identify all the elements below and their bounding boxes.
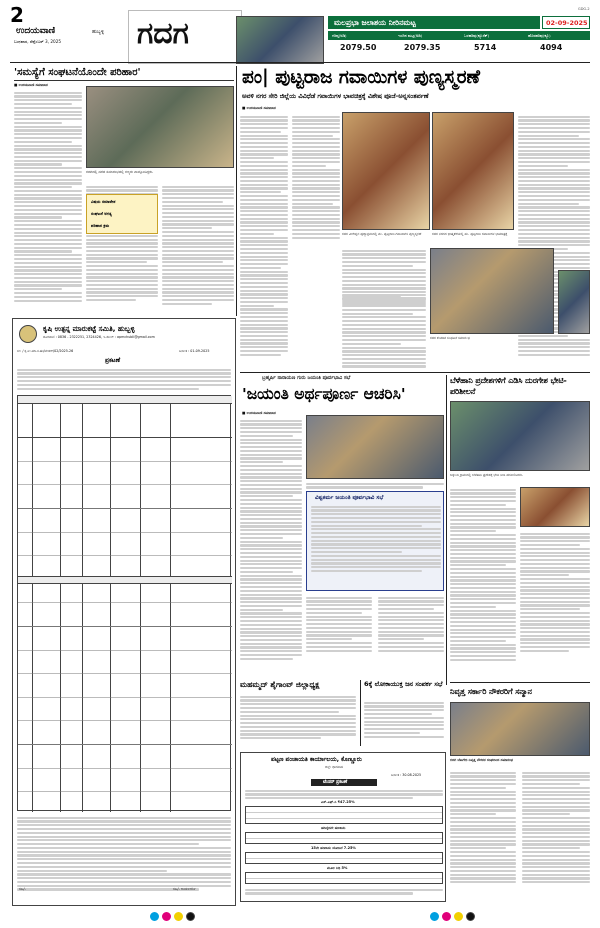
reservoir-label: ಇಂದಿನ ಮಟ್ಟ(ಅಡಿ): [398, 33, 423, 38]
reservoir-value: 5714: [474, 43, 497, 52]
table-head-row: [18, 404, 232, 438]
short-2-headline: 6ಕ್ಕೆ ಲೋಕಾಯುಕ್ತ ಜನ ಸಂಪರ್ಕ ಸಭೆ: [364, 680, 443, 688]
reservoir-box: [236, 7, 590, 64]
short-1-headline: ಮಹಮ್ಮದ್ ಶೈಗಾಂವ್ ಜಿಲ್ಲಾಧ್ಯಕ್ಷ: [240, 680, 320, 689]
left-story-highlight-box: [86, 194, 158, 234]
center-story: [240, 375, 444, 675]
reservoir-labels-row: [328, 31, 590, 40]
apmc-logo: [19, 325, 37, 343]
reservoir-value: 4094: [540, 43, 563, 52]
bottom-notice-heading-bar: [311, 779, 377, 786]
reservoir-date: 02-09-2025: [546, 19, 588, 27]
right-story-2: [450, 686, 590, 914]
highlight-item: ಪರಿಹಾರ ಕ್ರಮ: [91, 223, 110, 228]
center-story-photo: [306, 415, 444, 479]
table-row-lines: [18, 438, 232, 812]
right-story-2-headline: ನಿವೃತ್ತ ಸರ್ಕಾರಿ ನೌಕರರಿಗೆ ಸನ್ಮಾನ: [450, 687, 532, 696]
bottom-notice-subhead: ಹದಿನೈದನೇ ಹಣಕಾಸು: [321, 826, 346, 830]
reservoir-values-row: [328, 41, 590, 55]
main-story-caption-3: ಗದಗ ಕೆಂಪಡಿಕ ಸಂಘಟನೆ ಸಮಾರಂಭ: [430, 336, 471, 340]
right-story: [450, 375, 590, 675]
reservoir-title-bar: [328, 16, 540, 29]
main-story-photo-2: [432, 112, 514, 230]
left-notice-terms: [17, 815, 231, 892]
left-notice-heading: ಪ್ರಕಟಣೆ: [105, 357, 121, 364]
bottom-notice-subtitle: ಜಿಲ್ಲೆ: ಧಾರವಾಡ: [325, 765, 343, 769]
left-notice-table: [17, 395, 231, 811]
main-story: [240, 66, 590, 371]
right-story-inset-photo: [520, 487, 590, 527]
bottom-center-shorts: [240, 680, 444, 750]
bottom-notice-heading: ಟೆಂಡರ್ ಪ್ರಕಟಣೆ: [323, 779, 348, 785]
left-story-byline: ■ ಉದಯವಾಣಿ ಸಮಾಚಾರ: [14, 83, 48, 87]
shorts-divider: [360, 680, 361, 746]
registration-mark: [466, 912, 475, 921]
bottom-notice-subhead: ಎಸ್.ಎಫ್.ಸಿ ₹47.25%: [321, 800, 355, 804]
right-story-col1: [450, 487, 516, 663]
bottom-notice-subhead: 15ನೇ ಹಣಕಾಸು ಯೋಜನೆ 7.25%: [311, 846, 356, 850]
registration-mark: [186, 912, 195, 921]
center-story-box: [306, 491, 444, 591]
reservoir-code: GDG-2: [578, 7, 590, 11]
reservoir-title: ಮಲಪ್ರಭಾ ಜಲಾಶಯ ನೀರಿನಮಟ್ಟ: [334, 18, 416, 27]
edition: ಹುಬ್ಬಳ್ಳಿ: [92, 29, 105, 35]
center-right-rule: [446, 375, 447, 685]
bottom-notice-rows: [245, 806, 443, 824]
left-story-body-col1: [14, 90, 82, 303]
left-story-headline: 'ಸಮಸ್ಯೆಗೆ ಸಂಘಟನೆಯೊಂದೇ ಪರಿಹಾರ': [14, 66, 234, 81]
left-notice-footer-left: ಸಹಿ/-: [19, 887, 26, 891]
center-story-byline: ■ ಉದಯವಾಣಿ ಸಮಾಚಾರ: [242, 411, 276, 415]
center-story-col1: [240, 418, 302, 662]
table-header-band: [18, 396, 232, 404]
registration-mark: [162, 912, 171, 921]
table-mid-band: [18, 576, 232, 584]
bottom-notice-subhead: ಮೂಲ ನಿಧಿ 5%: [327, 866, 348, 870]
masthead-rule: [10, 62, 590, 63]
registration-mark: [430, 912, 439, 921]
highlight-item: ಸಂಘಟನೆ ಅಗತ್ಯ: [91, 211, 112, 216]
bottom-notice-footer: [245, 887, 443, 896]
bottom-notice: [240, 752, 446, 902]
main-story-col1: [240, 114, 288, 358]
main-story-caption-1: ಗದಗ ವೀರೇಶ್ವರ ಪುಣ್ಯಾಶ್ರಮದಲ್ಲಿ ಪಂ. ಪುಟ್ಟರಾಜ ಗವಾಯಿಗಳ ಪುಣ್ಯಸ್ಮರಣೆ: [342, 232, 422, 236]
reservoir-label: ಒಳಹರಿವು(ಕ್ಯೂಸೆಕ್): [464, 33, 490, 38]
main-story-col4: [342, 292, 426, 369]
bottom-notice-date: ದಿನಾಂಕ : 30.08.2025: [391, 773, 422, 777]
right-story-headline: ಬೆಳೆಹಾನಿ ಪ್ರದೇಶಗಳಿಗೆ ಎಡಿಸಿ ದುರಗೇಶ ಭೇಟಿ-ಪರಿಶೀಲನೆ: [450, 376, 567, 396]
left-notice-subtitle: ದೂರವಾಣಿ : 0836 - 2322251, 2324426, ಇ-ಮೇಲ್ : apmchubli@gmail.com: [43, 335, 155, 339]
left-notice-date: ದಿನಾಂಕ : 01-09-2025: [179, 349, 210, 353]
right-story-col2: [520, 531, 590, 654]
masthead: [10, 4, 590, 64]
center-story-caption: [306, 481, 444, 490]
left-story-photo: [86, 86, 234, 168]
main-story-headline: ಪಂ| ಪುಟ್ಟರಾಜ ಗವಾಯಿಗಳ ಪುಣ್ಯಸ್ಮರಣೆ: [242, 67, 481, 88]
center-story-box-title: ವಿಶ್ವಕರ್ಮ ಜಯಂತಿ ಪೂರ್ವಭಾವಿ ಸಭೆ: [315, 495, 384, 501]
section-title: ಗದಗ: [137, 16, 189, 51]
right-story-rule: [450, 682, 590, 683]
center-story-kicker: ಬ್ರಹ್ಮರ್ಷಿ ನಾರಾಯಣ ಗುರು ಜಯಂತಿ ಪೂರ್ವಭಾವಿ ಸಭೆ: [262, 375, 351, 381]
main-story-col2: [292, 114, 340, 240]
column-rule: [236, 66, 237, 316]
right-story-2-kicker: ಗದಗ ಬೆಟಗೇರಿ ನಿವೃತ್ತ ನೌಕರರ ಸಂಘದಿಂದ ಸಮಾರಂಭ: [450, 758, 514, 762]
main-story-byline: ■ ಉದಯವಾಣಿ ಸಮಾಚಾರ: [242, 106, 276, 110]
right-story-photo: [450, 401, 590, 471]
section-banner: [128, 10, 242, 64]
bottom-notice-rows: [245, 832, 443, 844]
right-story-2-photo: [450, 702, 590, 756]
center-story-headline: 'ಜಯಂತಿ ಅರ್ಥಪೂರ್ಣ ಆಚರಿಸಿ': [242, 385, 406, 403]
main-story-photo-4: [558, 270, 590, 334]
left-notice-footer-right: ಸಹಿ/- ಕಾರ್ಯದರ್ಶಿ: [173, 887, 196, 891]
left-notice-intro: [17, 367, 231, 391]
paper-name: ಉದಯವಾಣಿ: [16, 26, 56, 36]
left-story-caption: ಗದಗದಲ್ಲಿ ನಡೆದ ಸಮಾರಂಭದಲ್ಲಿ ಗಣ್ಯರು ಪಾಲ್ಗೊಂಡಿದ್ದರು.: [86, 170, 154, 174]
reservoir-value: 2079.35: [404, 43, 441, 52]
main-story-photo-3: [430, 248, 554, 334]
registration-mark: [442, 912, 451, 921]
reservoir-date-box: [542, 16, 590, 29]
left-notice: [12, 318, 236, 906]
bottom-notice-rows: [245, 852, 443, 864]
right-story-2-col2: [522, 770, 590, 885]
reservoir-label: ಗರಿಷ್ಠ(ಅಡಿ): [332, 33, 347, 38]
bottom-notice-title: ಪಟ್ಟಣ ಪಂಚಾಯತಿ ಕಾರ್ಯಾಲಯ, ಕೊಣ್ಣೂರು: [271, 756, 362, 763]
main-story-bottom-rule: [240, 372, 590, 373]
left-notice-ref: ಸಂ: / ಕೃ.ಉ.ಮಾ.ಸ.ಹು/ಟೆಂಡರ್/02/2025-26: [17, 349, 74, 353]
right-story-caption: ಲಕ್ಕುಂಡಿ ಗ್ರಾಮದಲ್ಲಿ ಬೆಳೆಹಾನಿ ಪ್ರದೇಶಕ್ಕೆ ಭೇಟಿ ನೀಡಿ ಪರಿಶೀಲಿಸಿದರು.: [450, 473, 524, 477]
left-story-body-col3: [162, 184, 234, 307]
main-story-photo-1: [342, 112, 430, 230]
registration-mark: [150, 912, 159, 921]
reservoir-label: ಹೊರಹರಿವು(ಕ್ಯೂ): [528, 33, 551, 38]
left-story: [14, 66, 234, 316]
left-notice-title: ಕೃಷಿ ಉತ್ಪನ್ನ ಮಾರುಕಟ್ಟೆ ಸಮಿತಿ, ಹುಬ್ಬಳ್ಳಿ: [43, 325, 135, 333]
main-story-subhead: ಅವಳಿ ನಗರ ಸೇರಿ ಜಿಲ್ಲೆಯ ವಿವಿಧೆಡೆ ಗವಾಯಿಗಳ ಭಾವಚಿತ್ರಕ್ಕೆ ವಿಶೇಷ ಪೂಜೆ-ಅನ್ನಸಂತರ್ಪಣೆ: [242, 92, 429, 100]
date-line: ಬುಧವಾರ, ಸೆಪ್ಟೆಂಬರ್ 3, 2025: [14, 39, 62, 44]
page-number: 2: [10, 3, 24, 27]
reservoir-value: 2079.50: [340, 43, 377, 52]
main-story-caption-2: ಗದಗ ನಗರದ ಭೀಷ್ಮಕೆರೆಯಲ್ಲಿ ಪಂ. ಪುಟ್ಟರಾಜ ಗವಾಯಿಗಳ ಭಾವಚಿತ್ರಕ್ಕೆ: [432, 232, 508, 236]
reservoir-photo: [236, 16, 324, 64]
center-story-col3: [378, 595, 444, 653]
short-1-body: [240, 694, 356, 741]
highlight-item: ವಿಷಯ ಸಮಾವೇಶ: [91, 199, 116, 204]
registration-mark: [174, 912, 183, 921]
registration-mark: [454, 912, 463, 921]
bottom-notice-intro: [245, 788, 443, 801]
center-story-col2: [306, 595, 372, 653]
short-2-body: [364, 700, 444, 739]
right-story-2-col1: [450, 770, 516, 885]
bottom-notice-rows: [245, 872, 443, 884]
center-story-box-body: [311, 504, 441, 574]
